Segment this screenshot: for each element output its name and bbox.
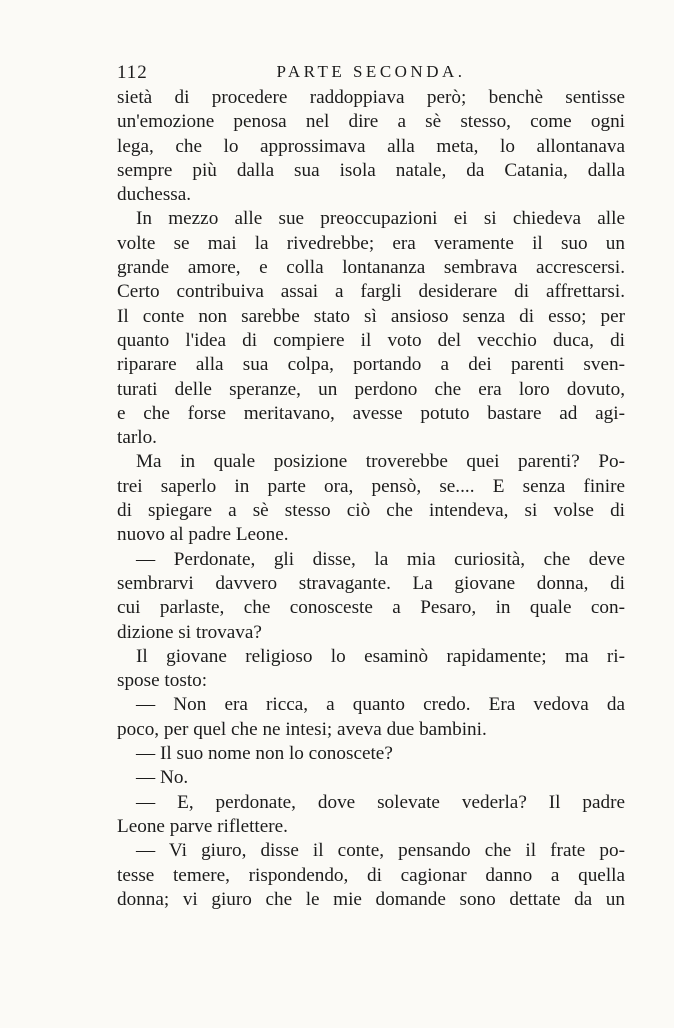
text-line: trei saperlo in parte ora, pensò, se.... E senza finire: [117, 475, 625, 497]
text-line: donna; vi giuro che le mie domande sono dettate da un: [117, 888, 625, 910]
text-line: spose tosto:: [117, 670, 208, 692]
text-line: — Il suo nome non lo conoscete?: [136, 743, 393, 765]
text-line: tarlo.: [117, 427, 157, 449]
text-line: Certo contribuiva assai a fargli desiderare di affrettarsi.: [117, 281, 625, 303]
body-text: [117, 86, 625, 912]
text-line: volte se mai la rivedrebbe; era veramente il suo un: [117, 232, 625, 254]
text-line: — Non era ricca, a quanto credo. Era vedova da: [136, 694, 625, 716]
text-line: grande amore, e colla lontananza sembrava accrescersi.: [117, 257, 625, 279]
running-title: PARTE SECONDA.: [276, 62, 466, 81]
text-line: tesse temere, rispondendo, di cagionar danno a quella: [117, 864, 625, 886]
text-line: cui parlaste, che conosceste a Pesaro, in quale con-: [117, 597, 625, 619]
text-line: e che forse meritavano, avesse potuto bastare ad agi-: [117, 402, 625, 424]
text-line: quanto l'idea di compiere il voto del vecchio duca, di: [117, 329, 625, 351]
text-line: duchessa.: [117, 184, 192, 206]
text-line: sietà di procedere raddoppiava però; benchè sentisse: [117, 87, 625, 108]
text-line: — Perdonate, gli disse, la mia curiosità, che deve: [136, 548, 625, 570]
text-line: Ma in quale posizione troverebbe quei parenti? Po-: [136, 451, 625, 473]
page-number: 112: [117, 62, 148, 83]
text-line: turati delle speranze, un perdono che era loro dovuto,: [117, 378, 625, 400]
text-line: Il giovane religioso lo esaminò rapidamente; ma ri-: [136, 645, 625, 667]
text-line: sempre più dalla sua isola natale, da Catania, dalla: [117, 159, 625, 181]
text-line: dizione si trovava?: [117, 621, 262, 643]
text-line: Il conte non sarebbe stato sì ansioso senza di esso; per: [117, 305, 625, 327]
text-line: riparare alla sua colpa, portando a dei parenti sven-: [117, 354, 625, 376]
text-line: — Vi giuro, disse il conte, pensando che il frate po-: [136, 840, 625, 862]
text-line: — No.: [136, 767, 189, 789]
page-header: [117, 62, 625, 86]
text-line: un'emozione penosa nel dire a sè stesso, come ogni: [117, 111, 625, 133]
text-line: di spiegare a sè stesso ciò che intendeva, si volse di: [117, 500, 625, 522]
text-line: sembrarvi davvero stravagante. La giovane donna, di: [117, 572, 625, 594]
text-line: In mezzo alle sue preoccupazioni ei si chiedeva alle: [136, 208, 625, 230]
text-line: nuovo al padre Leone.: [117, 524, 289, 546]
text-line: poco, per quel che ne intesi; aveva due bambini.: [117, 718, 487, 740]
text-line: lega, che lo approssimava alla meta, lo allontanava: [117, 135, 625, 157]
text-line: Leone parve riflettere.: [117, 815, 288, 837]
text-line: — E, perdonate, dove solevate vederla? Il padre: [136, 791, 625, 813]
